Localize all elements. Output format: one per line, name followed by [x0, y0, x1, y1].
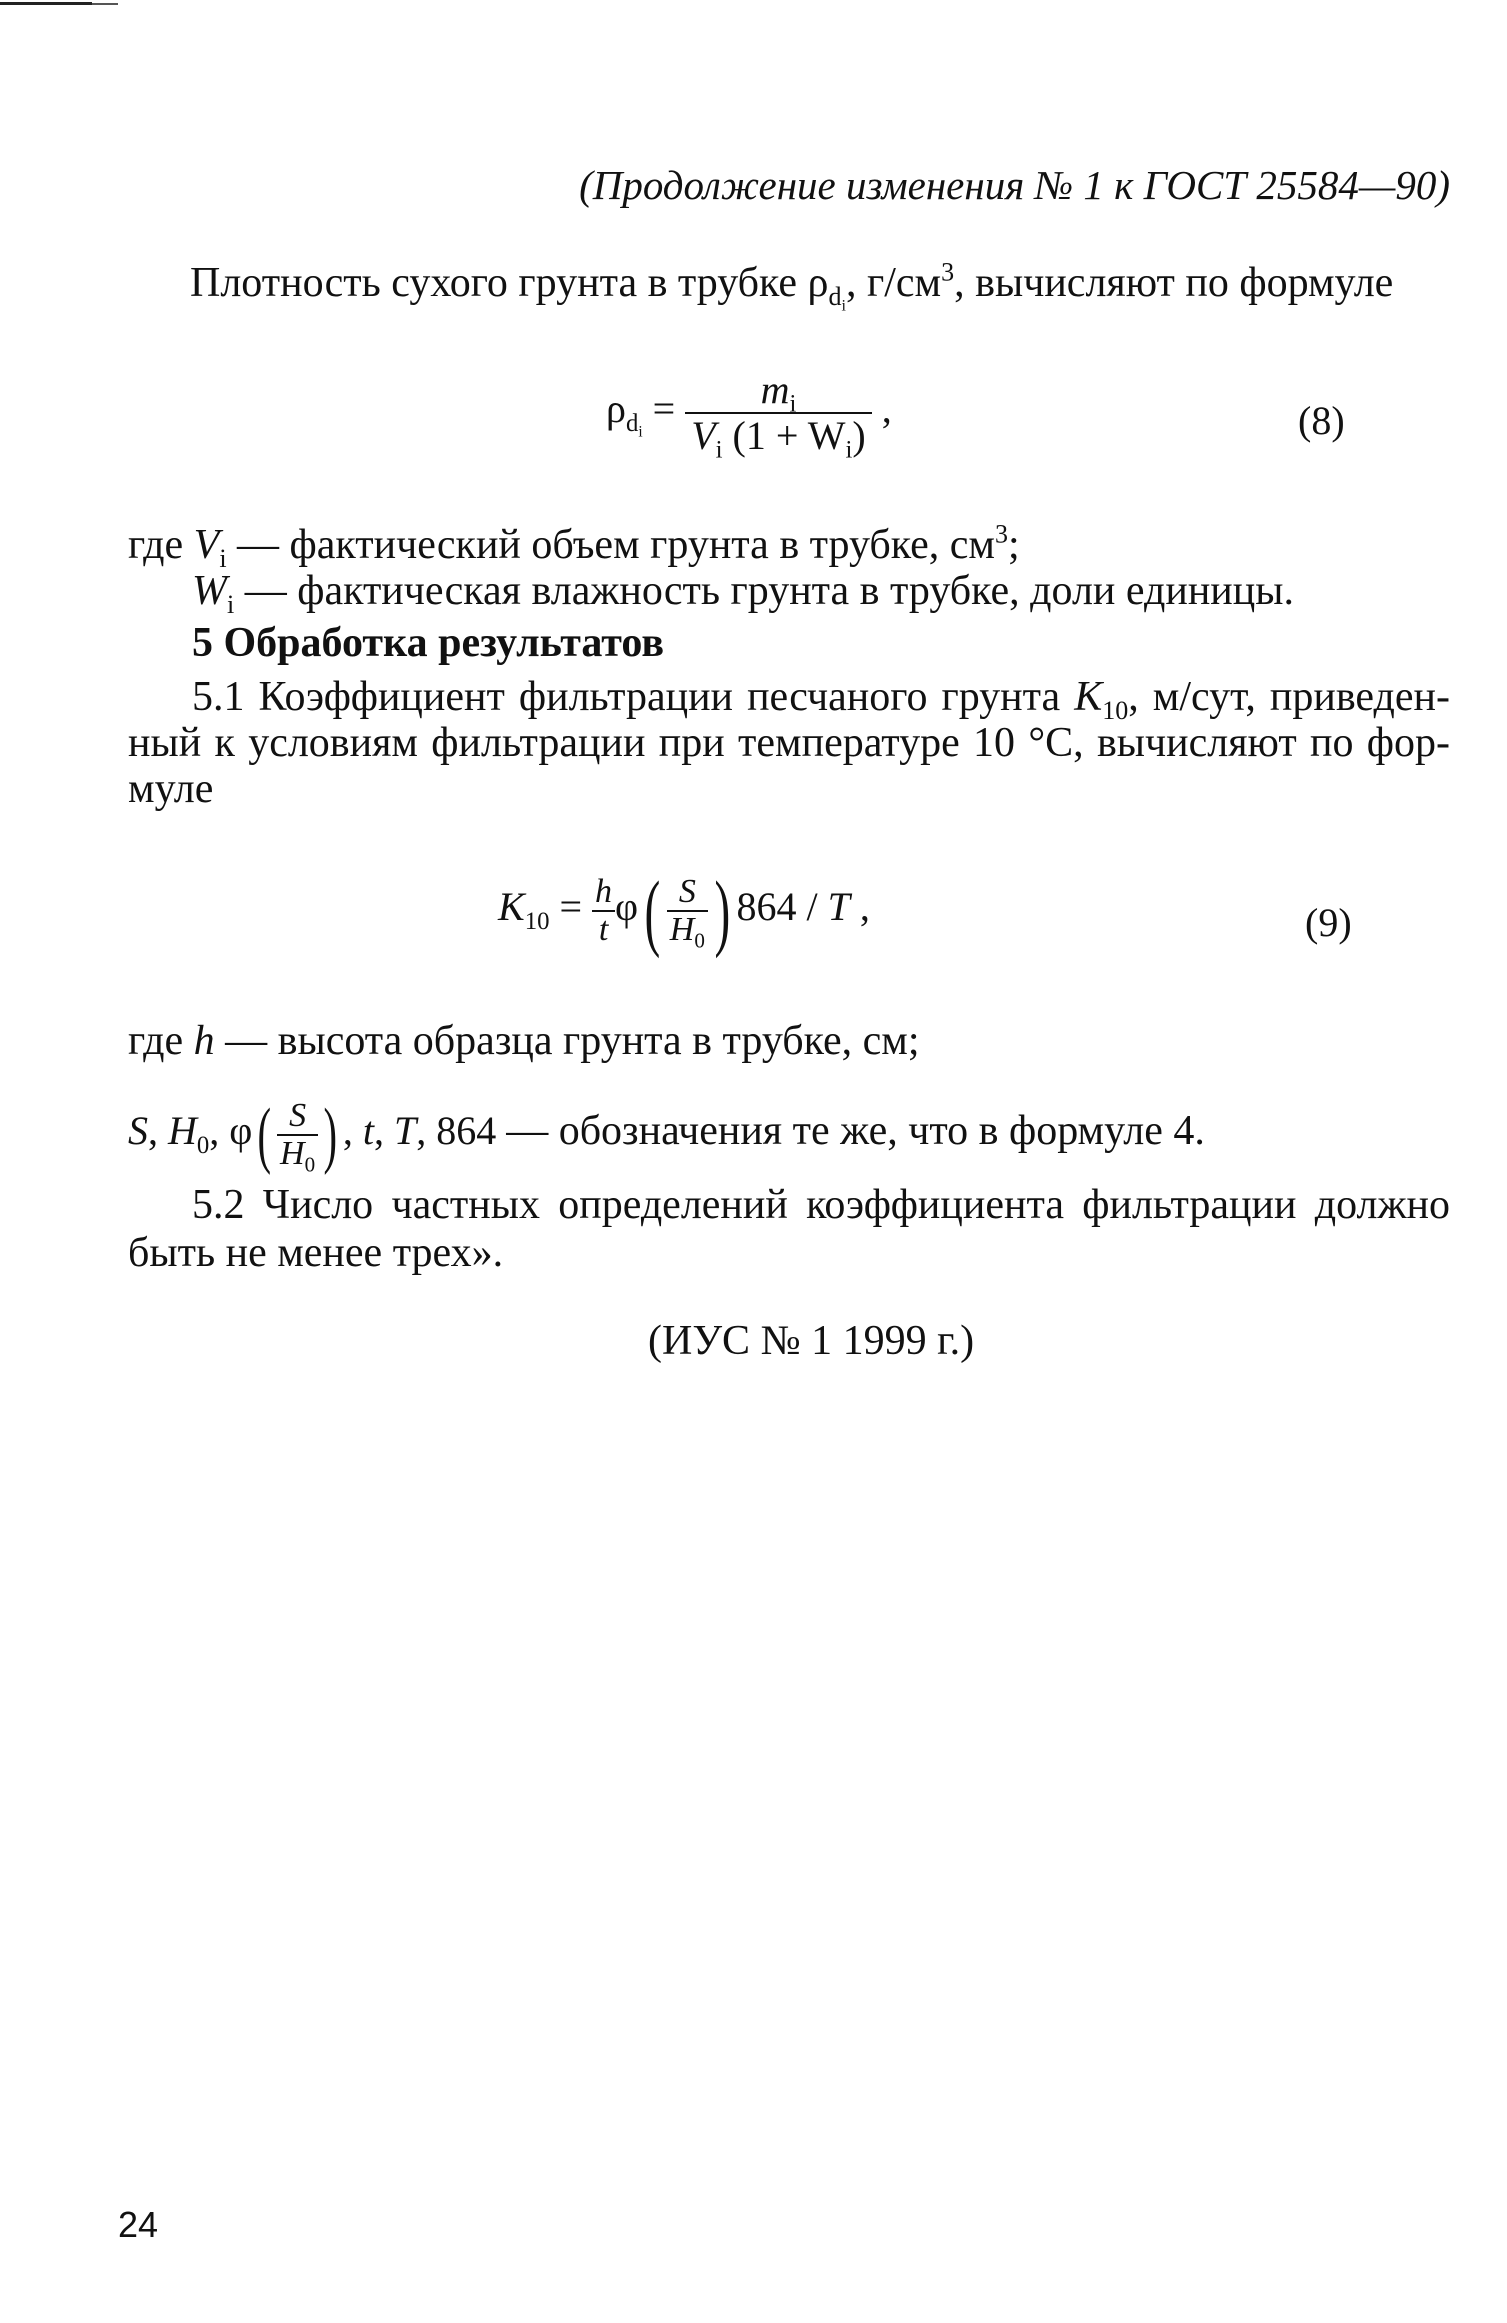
density-paragraph: Плотность сухого грунта в трубке $\rho_{d_i}$, $г/см^3$, вычисляют по формуле — [190, 257, 1394, 315]
density-text: Плотность сухого грунта в трубке ρ — [190, 260, 829, 306]
where-line-h: где h — высота образца грунта в трубке, см; — [128, 1018, 920, 1064]
paragraph-5-1-line-2: ный к условиям фильтрации при температуре 10 °С, вычисляют по фор- — [128, 720, 1450, 766]
continuation-header: (Продолжение изменения № 1 к ГОСТ 25584—90) — [579, 162, 1450, 208]
where-line-w: $W_i$ — фактическая влажность грунта в трубке, доли единицы. — [192, 568, 1294, 620]
where-line-v: где $V_i$ — фактический объем грунта в трубке, $см^3$; — [128, 519, 1020, 574]
formula-9-s-over-h0: $\frac{S}{H_0}$ — [667, 876, 708, 946]
scan-artifact-line — [92, 3, 118, 5]
ius-reference: (ИУС № 1 1999 г.) — [648, 1318, 975, 1364]
density-subscript: di — [828, 282, 847, 315]
formula-8-fraction: $\frac{m_i}{V_i (1 + W_i)}$ — [685, 370, 871, 456]
paragraph-5-2-line-2: быть не менее трех». — [128, 1230, 504, 1276]
section-heading: 5 Обработка результатов — [192, 620, 665, 666]
where-line-symbols: S, $H_0$, φ( $\frac{S}{H_0}$ ) , t, T, 864 — обозначения те же, что в формуле 4. — [128, 1094, 1205, 1177]
formula-8: $\rho_{d_i}$ = $\frac{m_i}{V_i (1 + W_i)}$ , — [606, 367, 892, 464]
formula-9-h-over-t: $\frac{h}{t}$ — [592, 876, 615, 946]
equation-number-8: (8) — [1298, 398, 1345, 443]
formula-9: $K_{10}$ = $\frac{h}{t}$ φ( $\frac{S}{H_0}$ ) 864 / T , — [498, 863, 870, 959]
where-s-over-h0: $\frac{S}{H_0}$ — [277, 1100, 318, 1170]
paragraph-5-1-line-1: 5.1 Коэффициент фильтрации песчаного грунта $K_{10}$, м/сут, приведен- — [192, 674, 1450, 726]
paragraph-5-1-line-3: муле — [128, 766, 214, 812]
equation-number-9: (9) — [1305, 900, 1352, 945]
page-number: 24 — [118, 2204, 159, 2245]
paragraph-5-2-line-1: 5.2 Число частных определений коэффициента фильтрации должно — [192, 1182, 1450, 1228]
scan-artifact-line — [0, 2, 92, 5]
